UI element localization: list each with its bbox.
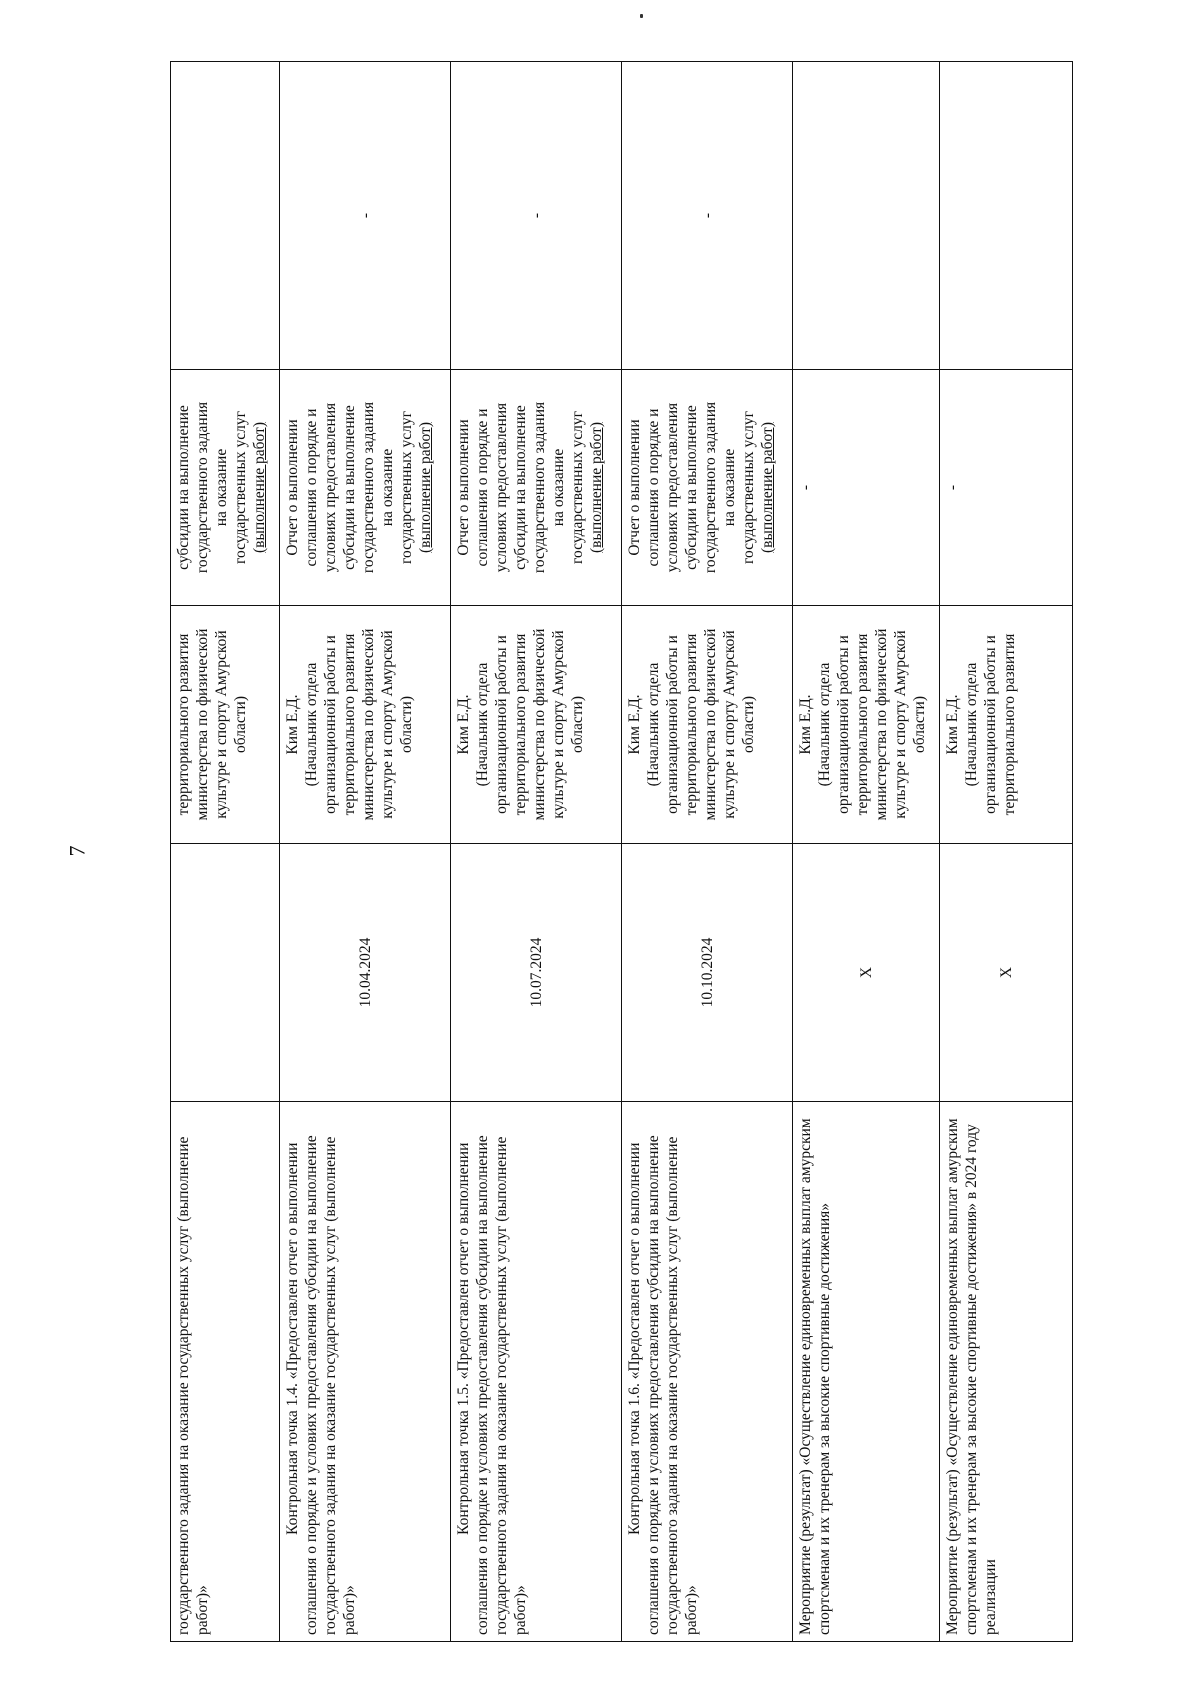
document-cell bbox=[793, 370, 940, 606]
responsible-line: области) bbox=[911, 696, 928, 753]
table-row bbox=[171, 62, 280, 1642]
responsible-line: культуре и спорту Амурской bbox=[213, 630, 230, 819]
table-row bbox=[793, 62, 940, 1642]
responsible-cell bbox=[622, 606, 793, 844]
document-line: (выполнение работ) bbox=[417, 422, 434, 553]
responsible-line: территориального развития bbox=[175, 633, 192, 816]
responsible-line: территориального развития bbox=[341, 633, 358, 816]
document-line: субсидии на выполнение bbox=[683, 405, 700, 570]
responsible-cell bbox=[793, 606, 940, 844]
description-text: государственного задания на оказание государственных услуг (выполнение работ)» bbox=[175, 1136, 211, 1635]
responsible-line: министерства по физической bbox=[360, 628, 377, 821]
responsible-line: территориального развития bbox=[683, 633, 700, 816]
responsible-line: (Начальник отдела bbox=[645, 662, 662, 787]
description-text: Мероприятие (результат) «Осуществление единовременных выплат амурским спортсменам и их тренерам за высокие спортивные достижения» bbox=[797, 1118, 833, 1635]
description-text: Контрольная точка 1.5. «Предоставлен отчет о выполнении соглашения о порядке и условиях предоставления субсидии на выполнение государственного задания на оказание государственных услуг (выполнение работ)» bbox=[455, 1135, 529, 1635]
document-line: субсидии на выполнение bbox=[341, 405, 358, 570]
document-cell bbox=[171, 370, 280, 606]
document-line: субсидии на выполнение bbox=[175, 405, 192, 570]
document-line: (выполнение работ) bbox=[759, 422, 776, 553]
date-text: Х bbox=[997, 966, 1015, 979]
rotated-table-wrapper bbox=[170, 62, 1030, 1642]
document-line: на оказание bbox=[379, 448, 396, 527]
description-cell bbox=[280, 1102, 451, 1642]
document-line: государственных услуг bbox=[232, 411, 249, 564]
system-cell bbox=[622, 62, 793, 370]
table-row bbox=[940, 62, 1073, 1642]
responsible-cell bbox=[451, 606, 622, 844]
responsible-cell bbox=[940, 606, 1073, 844]
document-cell bbox=[280, 370, 451, 606]
system-text: - bbox=[527, 212, 545, 219]
document-line: государственного задания bbox=[702, 401, 719, 574]
document-line: условиях предоставления bbox=[322, 402, 339, 573]
responsible-line: организационной работы и bbox=[322, 635, 339, 814]
document-line: на оказание bbox=[721, 448, 738, 527]
date-cell bbox=[940, 844, 1073, 1102]
responsible-line: области) bbox=[232, 696, 249, 753]
system-cell bbox=[451, 62, 622, 370]
document-line: на оказание bbox=[213, 448, 230, 527]
document-line: (выполнение работ) bbox=[251, 422, 268, 553]
document-line: на оказание bbox=[550, 448, 567, 527]
responsible-line: области) bbox=[398, 696, 415, 753]
responsible-line: культуре и спорту Амурской bbox=[550, 630, 567, 819]
responsible-line: (Начальник отдела bbox=[963, 662, 980, 787]
document-cell bbox=[622, 370, 793, 606]
system-cell bbox=[940, 62, 1073, 370]
document-line: соглашения о порядке и bbox=[303, 408, 320, 567]
description-text: Контрольная точка 1.4. «Предоставлен отчет о выполнении соглашения о порядке и условиях предоставления субсидии на выполнение государственного задания на оказание государственных услуг (выполнение работ)» bbox=[284, 1135, 358, 1635]
document-line: условиях предоставления bbox=[664, 402, 681, 573]
document-line: соглашения о порядке и bbox=[474, 408, 491, 567]
date-cell bbox=[622, 844, 793, 1102]
responsible-line: культуре и спорту Амурской bbox=[721, 630, 738, 819]
responsible-line: (Начальник отдела bbox=[816, 662, 833, 787]
responsible-line: министерства по физической bbox=[531, 628, 548, 821]
responsible-cell bbox=[171, 606, 280, 844]
date-text: 10.07.2024 bbox=[527, 937, 545, 1008]
table-row bbox=[280, 62, 451, 1642]
responsible-line: организационной работы и bbox=[835, 635, 852, 814]
document-line: государственного задания bbox=[194, 401, 211, 574]
document-line: государственных услуг bbox=[569, 411, 586, 564]
date-text: 10.04.2024 bbox=[356, 937, 374, 1008]
document-line: Отчет о выполнении bbox=[284, 419, 301, 556]
responsible-line: организационной работы и bbox=[493, 635, 510, 814]
document-line: Отчет о выполнении bbox=[455, 419, 472, 556]
system-text: - bbox=[698, 212, 716, 219]
responsible-line: Ким Е.Д. bbox=[944, 694, 961, 755]
responsible-line: организационной работы и bbox=[982, 635, 999, 814]
document-line: государственного задания bbox=[531, 401, 548, 574]
date-cell bbox=[280, 844, 451, 1102]
system-cell bbox=[793, 62, 940, 370]
table-row bbox=[451, 62, 622, 1642]
responsible-line: Ким Е.Д. bbox=[284, 694, 301, 755]
description-cell bbox=[793, 1102, 940, 1642]
responsible-line: территориального развития bbox=[854, 633, 871, 816]
scan-speck bbox=[640, 14, 643, 18]
document-line: субсидии на выполнение bbox=[512, 405, 529, 570]
responsible-line: Ким Е.Д. bbox=[455, 694, 472, 755]
document-line: Отчет о выполнении bbox=[626, 419, 643, 556]
responsible-line: территориального развития bbox=[1001, 633, 1018, 816]
date-cell bbox=[451, 844, 622, 1102]
page-number: 7 bbox=[64, 845, 90, 857]
document-line: государственных услуг bbox=[740, 411, 757, 564]
responsible-line: Ким Е.Д. bbox=[626, 694, 643, 755]
date-cell bbox=[171, 844, 280, 1102]
plan-table bbox=[170, 61, 1073, 1642]
document-cell bbox=[940, 370, 1073, 606]
document-line: - bbox=[797, 484, 814, 491]
responsible-line: (Начальник отдела bbox=[303, 662, 320, 787]
document-line: условиях предоставления bbox=[493, 402, 510, 573]
document-line: (выполнение работ) bbox=[588, 422, 605, 553]
responsible-line: территориального развития bbox=[512, 633, 529, 816]
table-row bbox=[622, 62, 793, 1642]
responsible-line: министерства по физической bbox=[702, 628, 719, 821]
document-line: соглашения о порядке и bbox=[645, 408, 662, 567]
responsible-line: культуре и спорту Амурской bbox=[379, 630, 396, 819]
document-line: государственного задания bbox=[360, 401, 377, 574]
date-text: 10.10.2024 bbox=[698, 937, 716, 1008]
description-text: Контрольная точка 1.6. «Предоставлен отчет о выполнении соглашения о порядке и условиях предоставления субсидии на выполнение государственного задания на оказание государственных услуг (выполнение работ)» bbox=[626, 1135, 700, 1635]
responsible-line: (Начальник отдела bbox=[474, 662, 491, 787]
responsible-cell bbox=[280, 606, 451, 844]
description-cell bbox=[940, 1102, 1073, 1642]
responsible-line: Ким Е.Д. bbox=[797, 694, 814, 755]
document-line: государственных услуг bbox=[398, 411, 415, 564]
system-text: - bbox=[356, 212, 374, 219]
system-cell bbox=[171, 62, 280, 370]
responsible-line: организационной работы и bbox=[664, 635, 681, 814]
date-cell bbox=[793, 844, 940, 1102]
responsible-line: министерства по физической bbox=[873, 628, 890, 821]
description-text: Мероприятие (результат) «Осуществление единовременных выплат амурским спортсменам и их тренерам за высокие спортивные достижения» в 2024 году реализации bbox=[944, 1118, 999, 1635]
responsible-line: области) bbox=[569, 696, 586, 753]
system-cell bbox=[280, 62, 451, 370]
date-text: Х bbox=[857, 966, 875, 979]
description-cell bbox=[451, 1102, 622, 1642]
responsible-line: культуре и спорту Амурской bbox=[892, 630, 909, 819]
responsible-line: министерства по физической bbox=[194, 628, 211, 821]
document-cell bbox=[451, 370, 622, 606]
document-line: - bbox=[944, 484, 961, 491]
description-cell bbox=[622, 1102, 793, 1642]
responsible-line: области) bbox=[740, 696, 757, 753]
description-cell bbox=[171, 1102, 280, 1642]
